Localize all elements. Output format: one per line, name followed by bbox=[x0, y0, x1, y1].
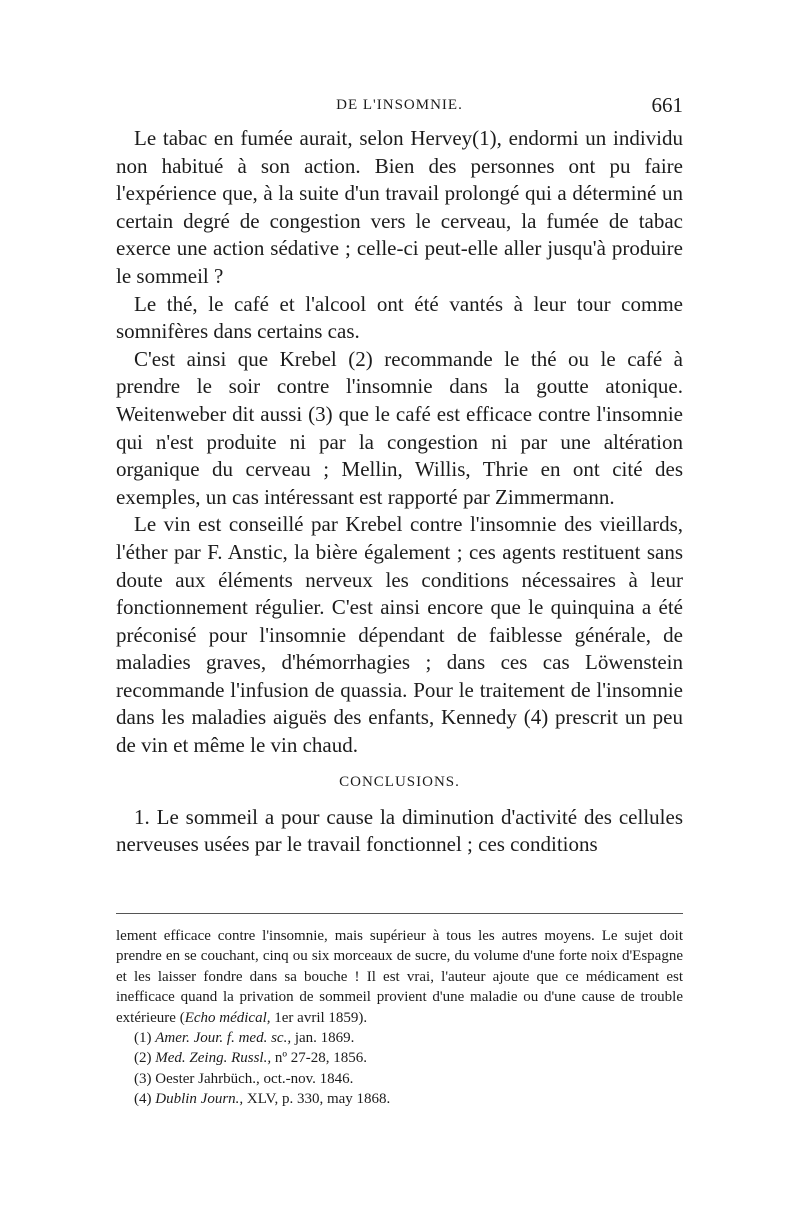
footnote-source: Dublin Journ., bbox=[155, 1091, 244, 1108]
footnote-marker: (3) bbox=[134, 1070, 156, 1087]
footnote-marker: (4) bbox=[134, 1091, 156, 1108]
footnote-marker: (1) bbox=[134, 1030, 156, 1047]
footnote-3 bbox=[116, 1069, 683, 1089]
running-head bbox=[116, 93, 683, 121]
paragraph-conclusion-1: 1. Le sommeil a pour cause la diminution d'activité des cellules nerveuses usées par le travail fonctionnel ; ces conditions bbox=[116, 804, 683, 857]
page-number: 661 bbox=[651, 93, 683, 117]
section-title-conclusions: CONCLUSIONS. bbox=[339, 773, 460, 790]
body-text bbox=[116, 125, 683, 859]
paragraph-krebel: C'est ainsi que Krebel (2) recommande le thé ou le café à prendre le soir contre l'insomnie dans la goutte atonique. Weitenweber dit aussi (3) que le café est efficace contre l'insomnie qui n'est produite ni par la congestion ni par une altération organique du cerveau ; Mellin, Willis, Thrie en ont cité des exemples, un cas intéressant est rapporté par Zimmermann. bbox=[116, 346, 683, 509]
footnote-continuation-end: 1er avril 1859). bbox=[270, 1009, 368, 1026]
footnote-ref: nº 27-28, 1856. bbox=[271, 1050, 367, 1067]
running-title: DE L'INSOMNIE. bbox=[336, 97, 463, 113]
footnote-continuation bbox=[116, 926, 683, 1028]
footnote-1 bbox=[116, 1028, 683, 1048]
paragraph-vin: Le vin est conseillé par Krebel contre l'insomnie des vieillards, l'éther par F. Anstic, la bière également ; ces agents restituent sans doute aux éléments nerveux les conditions nécessaires à leur fonctionnement régulier. C'est ainsi encore que le quinquina a été préconisé pour l'insomnie dépendant de faiblesse générale, de maladies graves, d'hémorrhagies ; dans ces cas Löwenstein recommande l'infusion de quassia. Pour le traitement de l'insomnie dans les maladies aiguës des enfants, Kennedy (4) prescrit un peu de vin et même le vin chaud. bbox=[116, 512, 683, 758]
footnote-source: Med. Zeing. Russl., bbox=[155, 1050, 272, 1067]
footnote-ref: XLV, p. 330, may 1868. bbox=[243, 1091, 391, 1108]
paragraph-the-cafe: Le thé, le café et l'alcool ont été vantés à leur tour comme somnifères dans certains cas. bbox=[116, 291, 683, 344]
footnote-continuation-text: lement efficace contre l'insomnie, mais supérieur à tous les autres moyens. Le sujet doit prendre en se couchant, cinq ou six morceaux de sucre, du volume d'une forte noix d'Espagne et les laisser fondre dans sa bouche ! Il est vrai, l'auteur ajoute que ce médicament est inefficace quand la privation de sommeil provient d'une maladie ou d'une cause de trouble extérieure ( bbox=[116, 928, 683, 1026]
footnotes bbox=[116, 926, 683, 1110]
footnote-ref: Oester Jahrbüch., oct.-nov. 1846. bbox=[155, 1070, 354, 1087]
paragraph-tabac: Le tabac en fumée aurait, selon Hervey(1), endormi un individu non habitué à son action. Bien des personnes ont pu faire l'expérience que, à la suite d'un travail prolongé qui a déterminé un certain degré de congestion vers le cerveau, la fumée de tabac exerce une action sédative ; celle-ci peut-elle aller jusqu'à produire le sommeil ? bbox=[116, 126, 683, 288]
footnote-source: Amer. Jour. f. med. sc., bbox=[155, 1030, 292, 1047]
footnote-rule bbox=[116, 913, 683, 914]
footnote-marker: (2) bbox=[134, 1050, 156, 1067]
footnote-2 bbox=[116, 1048, 683, 1068]
footnote-4 bbox=[116, 1089, 683, 1109]
footnote-ref: jan. 1869. bbox=[291, 1030, 355, 1047]
footnote-continuation-source: Echo médical, bbox=[184, 1009, 271, 1026]
